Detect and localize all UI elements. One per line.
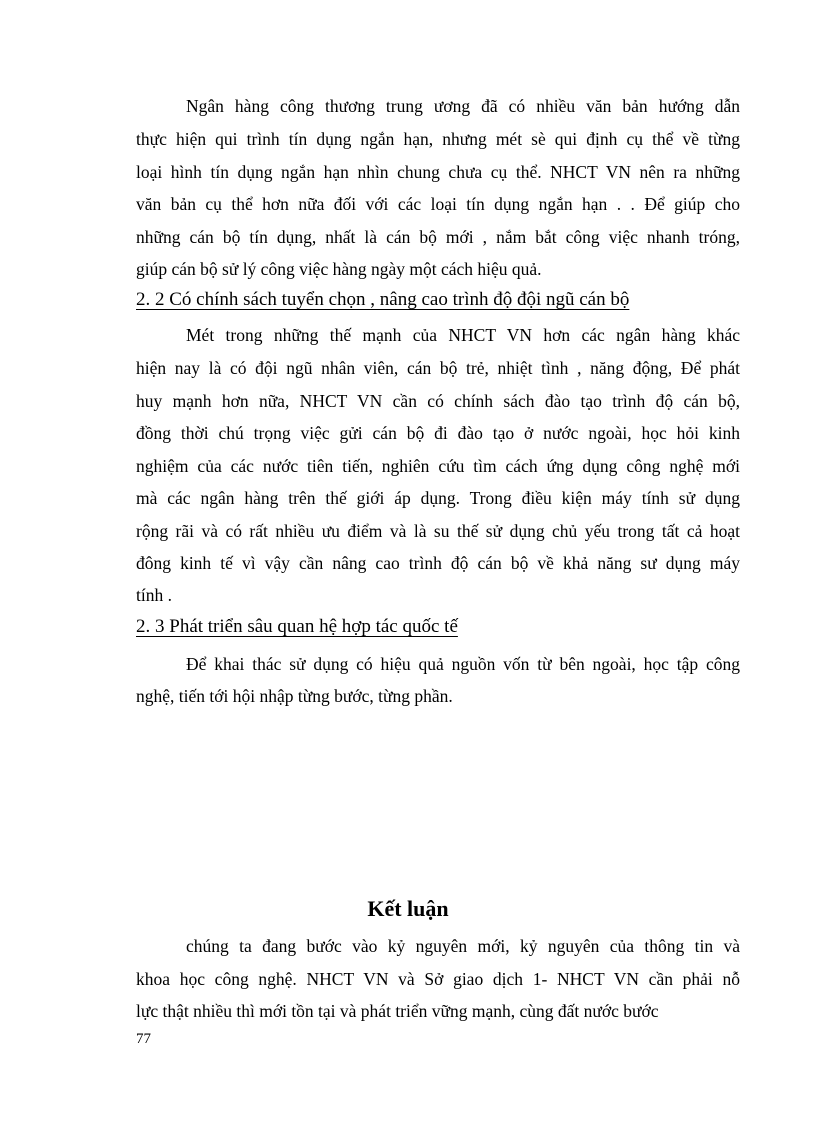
paragraph-line: hiện nay là có đội ngũ nhân viên, cán bộ trẻ, nhiệt tình , năng động, Để phát [136,358,740,378]
paragraph-line: Để khai thác sử dụng có hiệu quả nguồn vốn từ bên ngoài, học tập công [186,654,740,674]
paragraph-line: những cán bộ tín dụng, nhất là cán bộ mới , nắm bắt công việc nhanh tróng, [136,227,740,247]
conclusion-title: Kết luận [367,896,449,921]
paragraph-line: thực hiện qui trình tín dụng ngắn hạn, nhưng mét sè qui định cụ thể về từng [136,129,740,149]
paragraph-line: khoa học công nghệ. NHCT VN và Sở giao dịch 1- NHCT VN cần phải nỗ [136,969,740,989]
section-heading-2-3: 2. 3 Phát triển sâu quan hệ hợp tác quốc tế [136,616,458,637]
paragraph-line: văn bản cụ thể hơn nữa đối với các loại tín dụng ngắn hạn . . Để giúp cho [136,194,740,214]
paragraph-line: chúng ta đang bước vào kỷ nguyên mới, kỷ nguyên của thông tin và [186,936,740,956]
page-number: 77 [136,1031,151,1047]
paragraph-line: đông kinh tế vì vậy cần nâng cao trình độ cán bộ về khả năng sư dụng máy [136,553,740,573]
paragraph-line: huy mạnh hơn nữa, NHCT VN cần có chính sách đào tạo trình độ cán bộ, [136,391,740,411]
paragraph-line: Ngân hàng công thương trung ương đã có nhiều văn bản hướng dẫn [186,96,740,116]
paragraph-line: lực thật nhiều thì mới tồn tại và phát triển vững mạnh, cùng đất nước bước [136,1001,659,1021]
paragraph-line: nghệ, tiến tới hội nhập từng bước, từng phần. [136,686,453,706]
paragraph-line: đồng thời chú trọng việc gửi cán bộ đi đào tạo ở nước ngoài, học hỏi kinh [136,423,740,443]
paragraph-line: giúp cán bộ sử lý công việc hàng ngày một cách hiệu quả. [136,259,542,279]
paragraph-line: nghiệm của các nước tiên tiến, nghiên cứu tìm cách ứng dụng công nghệ mới [136,456,740,476]
paragraph-line: rộng rãi và có rất nhiều ưu điểm và là su thế sử dụng chủ yếu trong tất cả hoạt [136,521,740,541]
paragraph-line: tính . [136,585,172,605]
paragraph-line: loại hình tín dụng ngắn hạn nhìn chung chưa cụ thể. NHCT VN nên ra những [136,162,740,182]
paragraph-line: mà các ngân hàng trên thế giới áp dụng. Trong điều kiện máy tính sử dụng [136,488,740,508]
section-heading-2-2: 2. 2 Có chính sách tuyển chọn , nâng cao trình độ đội ngũ cán bộ [136,289,630,310]
paragraph-line: Mét trong những thế mạnh của NHCT VN hơn các ngân hàng khác [186,325,740,345]
